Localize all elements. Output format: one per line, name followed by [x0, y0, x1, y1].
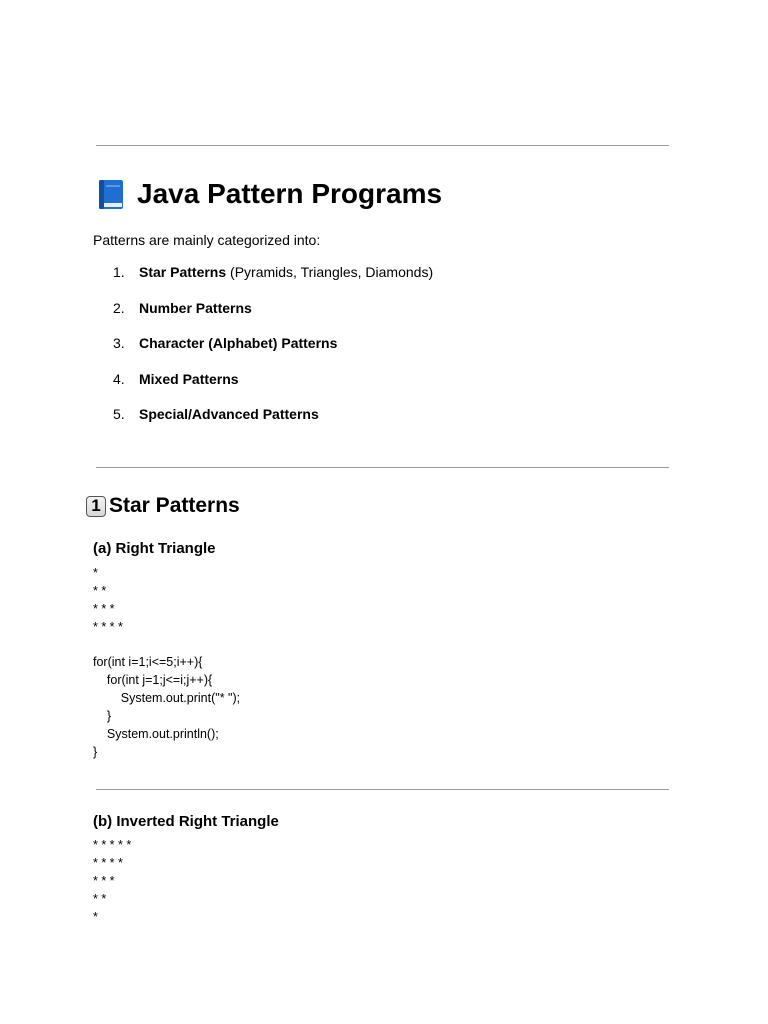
subheading-right-triangle: (a) Right Triangle	[93, 540, 216, 557]
list-item: 3. Character (Alphabet) Patterns	[113, 335, 338, 351]
divider-lower	[96, 789, 669, 790]
category-list	[113, 264, 433, 442]
list-item: 5. Special/Advanced Patterns	[113, 406, 319, 422]
right-triangle-code: for(int i=1;i<=5;i++){ for(int j=1;j<=i;j++){ System.out.print("* "); } System.out.println(); }	[93, 655, 241, 759]
section-title: Star Patterns	[109, 494, 240, 517]
page-title-text: Java Pattern Programs	[137, 178, 443, 209]
blue-book-icon	[95, 179, 126, 210]
intro-text: Patterns are mainly categorized into:	[93, 232, 321, 248]
subheading-inverted-triangle: (b) Inverted Right Triangle	[93, 813, 279, 830]
inverted-triangle-output: * * * * * * * * * * * * * * *	[93, 838, 132, 924]
divider-top	[96, 145, 669, 146]
list-item: 4. Mixed Patterns	[113, 370, 239, 387]
right-triangle-output: * * * * * * * * * *	[93, 566, 123, 634]
list-item: 1. Star Patterns (Pyramids, Triangles, Diamonds)	[113, 264, 434, 280]
section-heading-star-patterns	[86, 494, 240, 518]
page-title	[95, 178, 442, 210]
divider-middle	[96, 467, 669, 468]
list-item: 2. Number Patterns	[113, 299, 252, 316]
keycap-one-icon: 1	[86, 496, 106, 517]
